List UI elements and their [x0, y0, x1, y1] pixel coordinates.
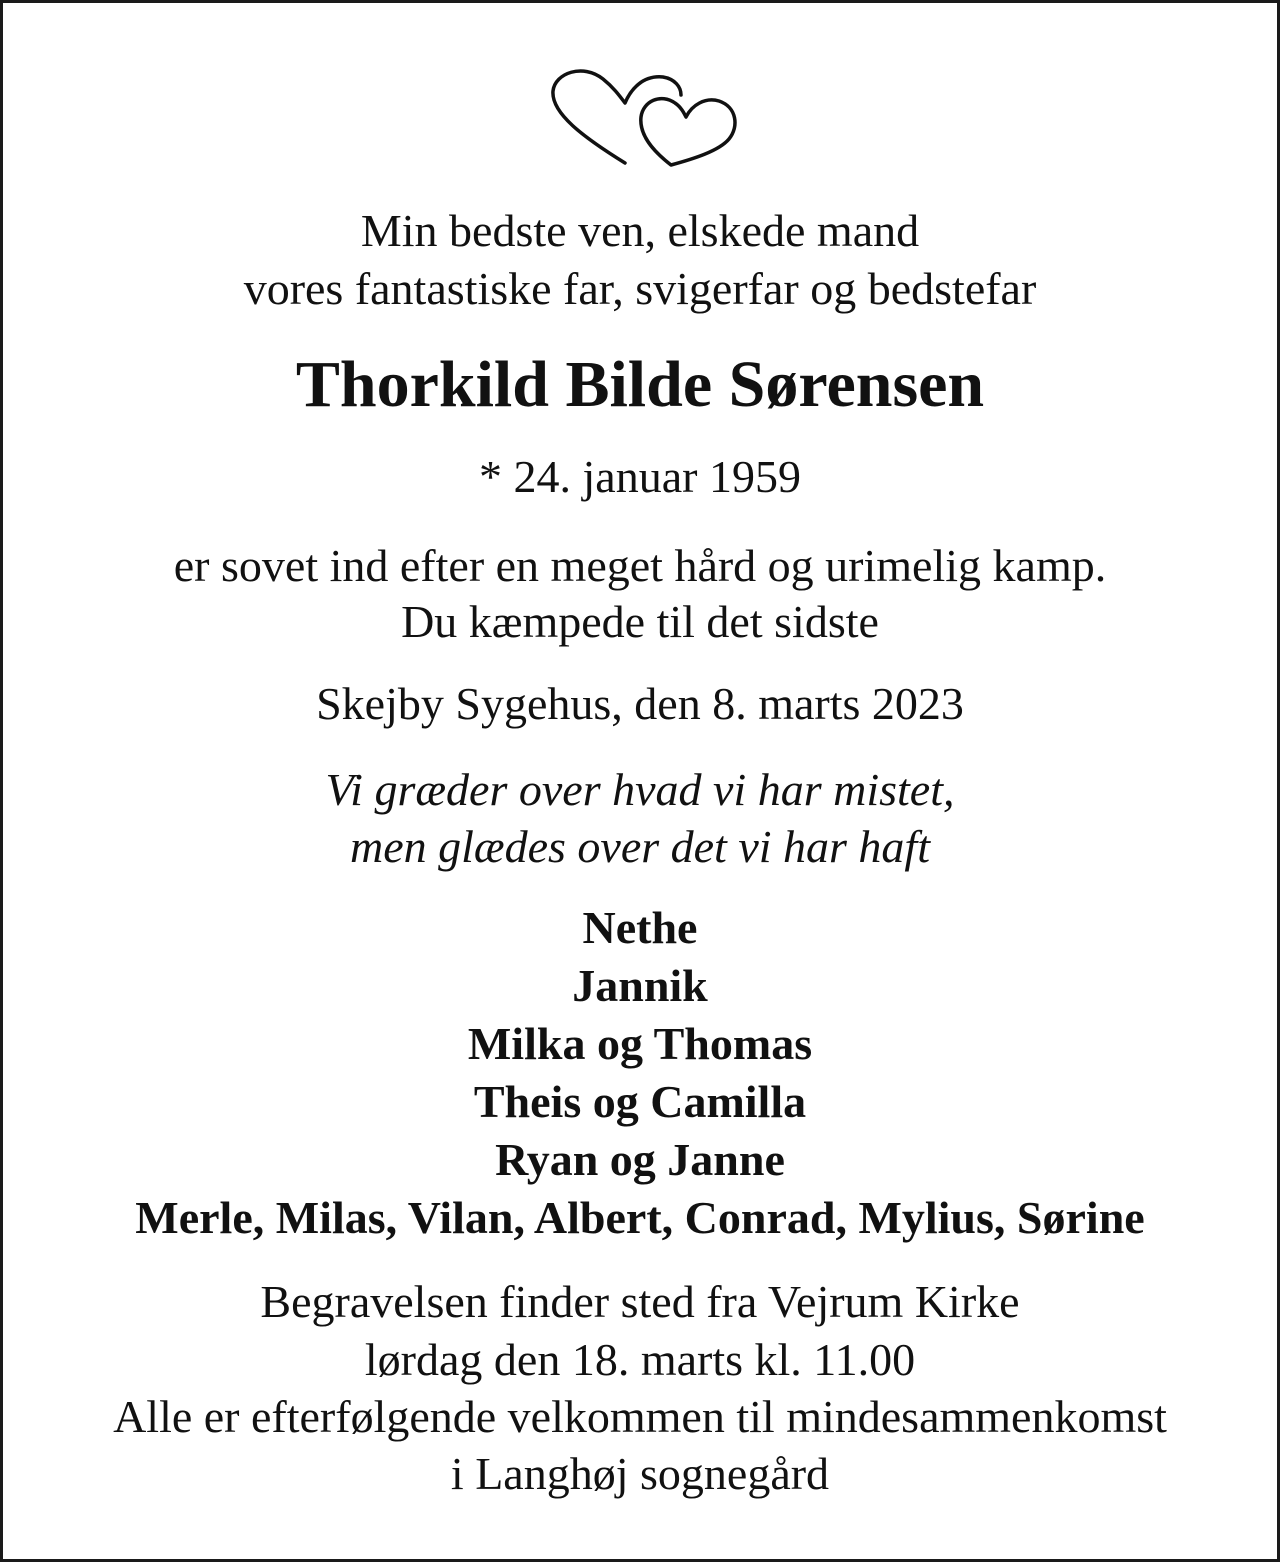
quote-line-1: Vi græder over hvad vi har mistet, — [325, 764, 955, 815]
mourner-line: Ryan og Janne — [495, 1134, 785, 1185]
passing-line-2: Du kæmpede til det sidste — [401, 596, 879, 647]
intro-line-2: vores fantastiske far, svigerfar og bedstefar — [243, 263, 1037, 314]
grandchildren-line: Merle, Milas, Vilan, Albert, Conrad, Mylius, Sørine — [135, 1192, 1145, 1243]
mourner-line: Nethe — [582, 902, 698, 953]
double-hearts-icon — [543, 65, 743, 175]
funeral-line-3: Alle er efterfølgende velkommen til mindesammenkomst — [113, 1391, 1167, 1442]
mourner-line: Theis og Camilla — [473, 1076, 807, 1127]
place-and-date: Skejby Sygehus, den 8. marts 2023 — [316, 678, 964, 729]
funeral-line-2: lørdag den 18. marts kl. 11.00 — [364, 1334, 916, 1385]
passing-line-1: er sovet ind efter en meget hård og urimelig kamp. — [173, 540, 1107, 591]
mourner-line: Milka og Thomas — [467, 1018, 813, 1069]
intro-line-1: Min bedste ven, elskede mand — [360, 205, 920, 256]
mourner-line: Jannik — [572, 960, 708, 1011]
quote-line-2: men glædes over det vi har haft — [349, 821, 930, 872]
funeral-line-4: i Langhøj sognegård — [450, 1448, 830, 1499]
deceased-name: Thorkild Bilde Sørensen — [295, 348, 985, 421]
funeral-line-1: Begravelsen finder sted fra Vejrum Kirke — [260, 1276, 1020, 1327]
birth-date: * 24. januar 1959 — [479, 451, 801, 502]
